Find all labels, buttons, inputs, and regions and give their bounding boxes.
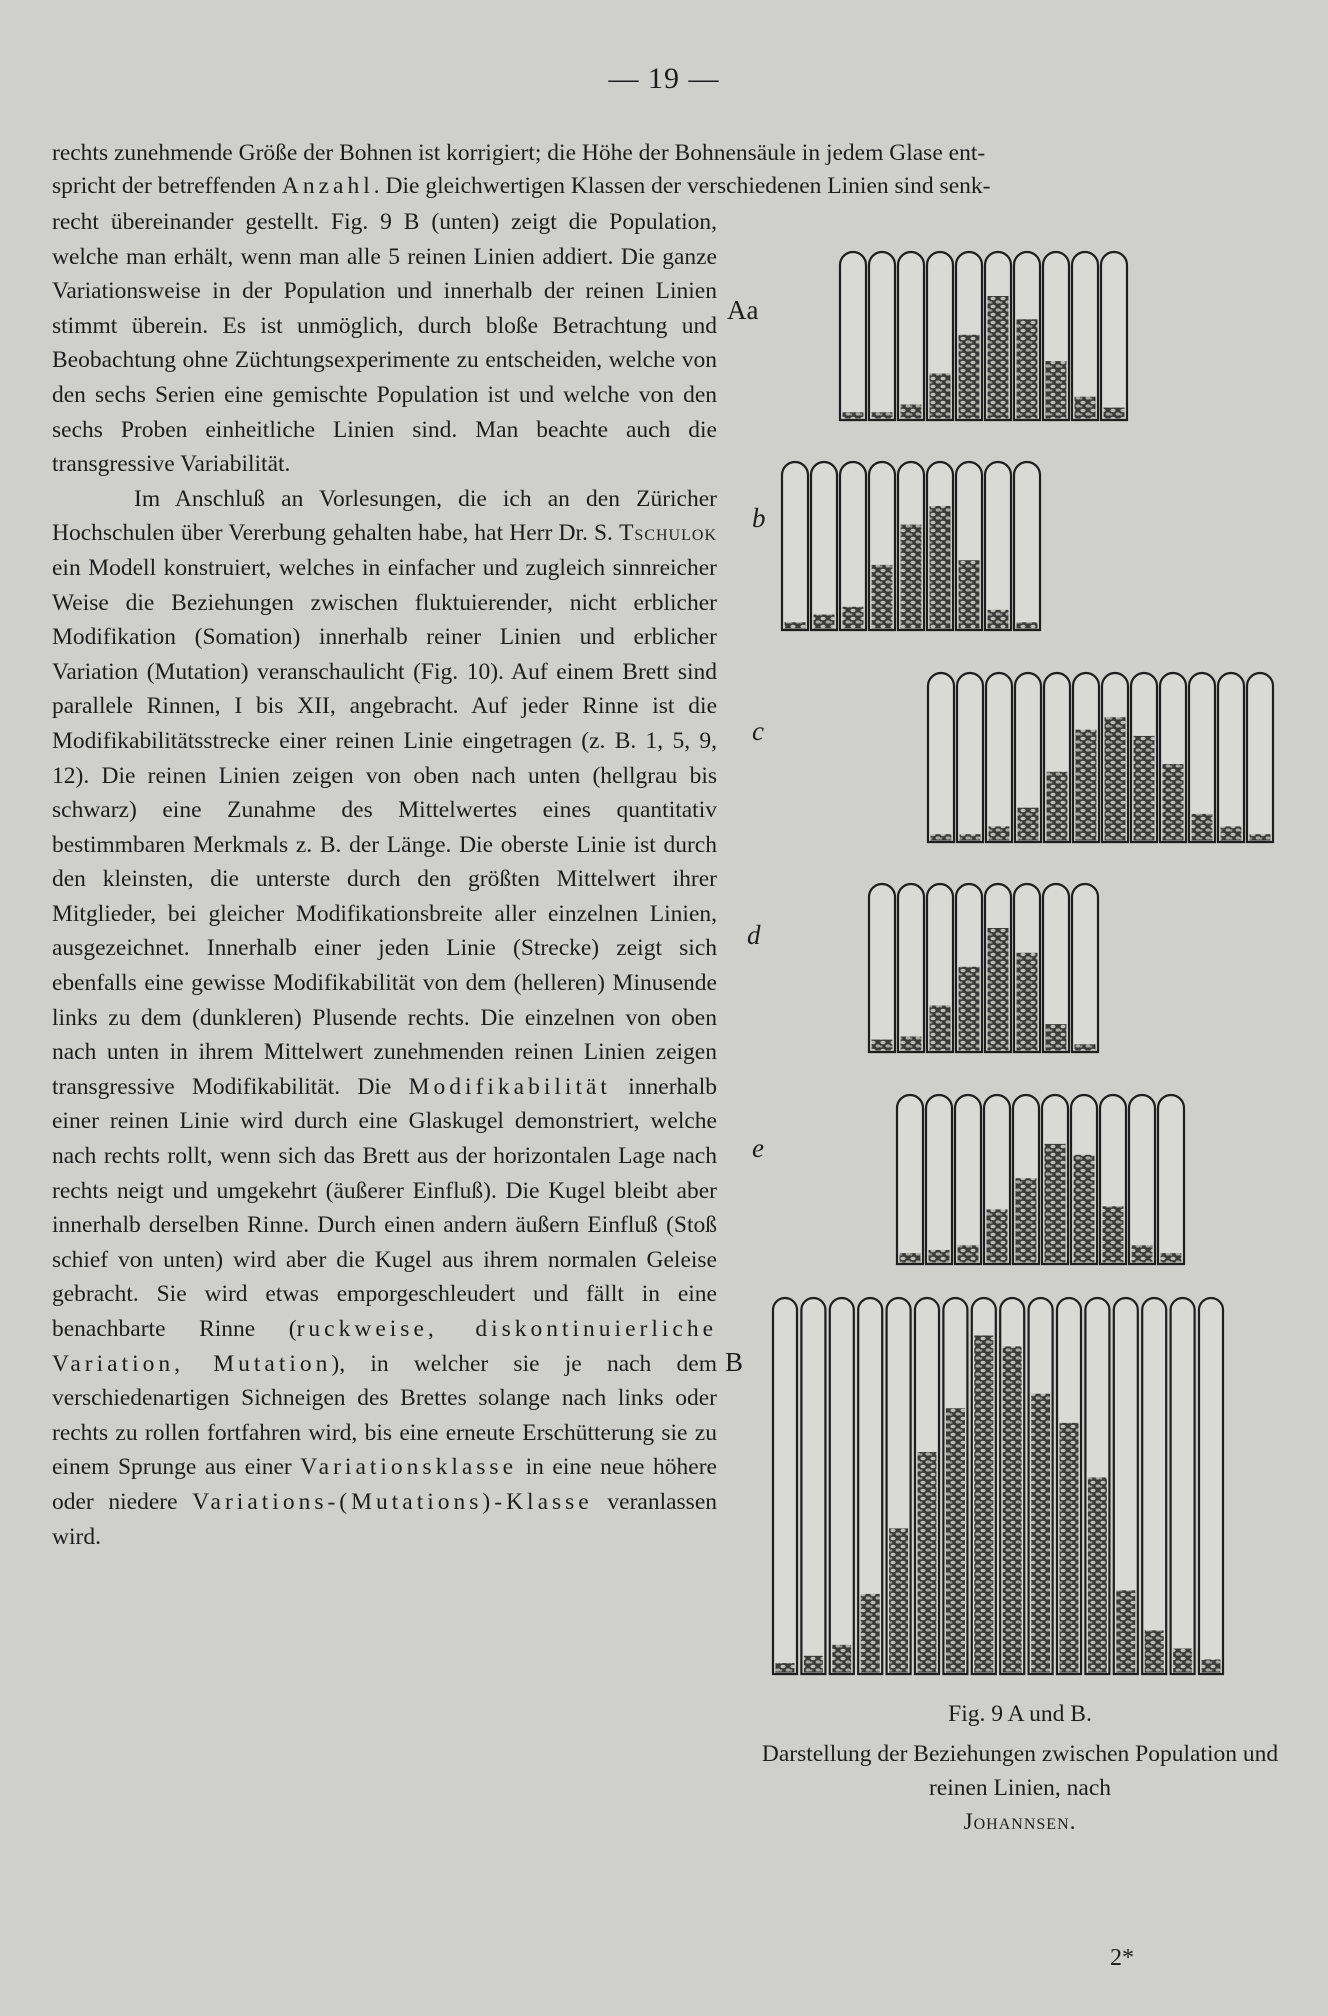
text-fragment: Im Anschluß an Vorlesungen, die ich an den Züricher Hochschulen über Vererbung gehalten habe, hat Herr Dr. S. [52, 485, 717, 547]
bean-column [901, 525, 922, 629]
text-fragment: innerhalb einer reinen Linie wird durch eine Glaskugel demonstriert, welche nach rechts rollt, wenn sich das Brett aus der horizontalen Lage nach rechts neigt und umgekehrt (äußerer Einfluß). Die Kugel bleibt aber innerhalb derselben Rinne. Durch einen andern äußern Einfluß (Stoß schief von unten) wird aber die Kugel aus ihrem normalen Geleise gebracht. Sie wird etwas emporgeschleudert und fällt in eine benachbarte Rinne ( [52, 1073, 717, 1342]
panel-label-b: b [752, 503, 766, 533]
glass-tube [898, 884, 924, 1052]
bean-column [901, 1037, 922, 1051]
tube-panel-Aa [840, 252, 1127, 420]
caption-author: Johannsen. [963, 1809, 1077, 1835]
bean-column [1017, 319, 1038, 418]
bean-column [1017, 622, 1038, 628]
bean-column [843, 607, 864, 629]
glass-tube [1199, 1298, 1223, 1674]
tube-panel-c [928, 673, 1273, 842]
bean-column [1088, 1477, 1107, 1672]
glass-tube [926, 1095, 952, 1264]
text-fragment: in eine neue höhere oder niedere [52, 1454, 717, 1515]
bean-column [1132, 1245, 1153, 1262]
bean-column [1161, 1253, 1182, 1262]
bean-column [959, 335, 980, 419]
bean-column [1047, 772, 1068, 841]
bean-column [872, 412, 893, 418]
panel-label-B: B [725, 1347, 744, 1377]
glass-tube [1129, 1095, 1155, 1264]
tube-panel-e [897, 1095, 1184, 1264]
glass-tube [840, 462, 866, 630]
glass-tube [840, 252, 866, 420]
bean-column [1018, 808, 1039, 841]
glass-tube [1014, 462, 1040, 630]
bean-column [929, 1250, 950, 1263]
bean-column [1060, 1423, 1079, 1673]
panel-label-c: c [752, 716, 764, 746]
glass-tube [897, 1095, 923, 1264]
glass-tube [869, 252, 895, 420]
text-fragment: veranlassen wird. [52, 1488, 718, 1550]
bean-column [1075, 1044, 1096, 1050]
glass-tube [957, 673, 983, 842]
bean-column [974, 1335, 993, 1672]
figure-caption-body [740, 1737, 1300, 1839]
bean-column [1173, 1649, 1192, 1673]
bean-column [1045, 1144, 1066, 1263]
glass-tube [830, 1298, 854, 1674]
glass-tube [1072, 252, 1098, 420]
bean-column [832, 1645, 851, 1673]
bean-column [900, 1253, 921, 1262]
glass-tube [801, 1298, 825, 1674]
bean-column [1104, 408, 1125, 419]
signature-mark: 2* [1110, 1945, 1134, 1971]
bean-column [930, 374, 951, 419]
glass-tube [955, 1095, 981, 1264]
bean-column [1031, 1394, 1050, 1673]
bean-column [872, 565, 893, 629]
panel-label-d: d [747, 920, 761, 950]
text-fragment: spricht der betreffenden [52, 173, 282, 199]
spaced-term: Modifikabilität [408, 1073, 611, 1100]
text-line-1: rechts zunehmende Größe der Bohnen ist korrigiert; die Höhe der Bohnensäule in jedem Glase ent- [52, 140, 986, 166]
bean-column [931, 834, 952, 840]
bean-column [1075, 397, 1096, 419]
bean-column [1074, 1155, 1095, 1263]
bean-column [1003, 1346, 1022, 1672]
glass-tube [986, 673, 1012, 842]
bean-column [901, 405, 922, 419]
glass-tube [898, 252, 924, 420]
bean-column [776, 1663, 795, 1672]
page-number: — 19 — [608, 62, 720, 95]
bean-column [960, 834, 981, 840]
spaced-term: Variations-(Mutations)-Klasse [192, 1488, 593, 1515]
panel-label-Aa: Aa [727, 295, 759, 325]
text-fragment: ), in welcher sie je nach dem verschiedenartigen Sichneigen des Brettes solange nach links oder rechts zu rollen fortfahren wird, bis eine erneute Erschütterung sie zu einem Sprunge aus einer [52, 1350, 717, 1481]
bean-column [930, 506, 951, 629]
bean-column [1116, 1590, 1135, 1672]
glass-tube [985, 462, 1011, 630]
bean-column [872, 1040, 893, 1051]
glass-tube [1158, 1095, 1184, 1264]
bean-column [1134, 736, 1155, 841]
bean-column [861, 1594, 880, 1673]
bean-column [989, 826, 1010, 840]
text-fragment: ein Modell konstruiert, welches in einfacher und zugleich sinnreicher Weise die Beziehungen zwischen fluktuierender, nicht erblicher Modifikation (Somation) innerhalb reiner Linien und erblicher Variation (Mutation) veranschaulicht (Fig. 10). Auf einem Brett sind parallele Rinnen, I bis XII, angebracht. Auf jeder Rinne ist die Modifikabilitätsstrecke einer reinen Linie eingetragen (z. B. 1, 5, 9, 12). Die reinen Linien zeigen von oben nach unten (hellgrau bis schwarz) eine Zunahme des Mittelwertes eines quantitativ bestimmbaren Merkmals z. B. der Länge. Die oberste Linie ist durch den kleinsten, die unterste durch den größten Mittelwert ihrer Mitglieder, bei gleicher Modifikationsbreite aller einzelnen Linien, ausgezeichnet. Innerhalb einer jeden Linie (Strecke) zeigt sich ebenfalls eine gewisse Modifikabilität von dem (helleren) Minusende links zu dem (dunkleren) Plusende rechts. Die einzelnen von oben nach unten in ihrem Mittelwert zunehmenden reinen Linien zeigen transgressive Modifikabilität. Die [52, 554, 717, 1100]
glass-tube [782, 462, 808, 630]
bean-column [1202, 1659, 1221, 1672]
figure-caption-title: Fig. 9 A und B. [948, 1701, 1092, 1727]
bean-column [1016, 1178, 1037, 1262]
bean-column [1076, 730, 1097, 841]
bean-column [889, 1528, 908, 1672]
panel-label-e: e [752, 1133, 764, 1163]
tube-panel-B [773, 1298, 1223, 1674]
glass-tube [869, 884, 895, 1052]
spaced-term: Anzahl [281, 173, 374, 199]
bean-column [1046, 1024, 1067, 1050]
glass-tube [773, 1298, 797, 1674]
bean-column [918, 1452, 937, 1673]
bean-column [988, 610, 1009, 629]
bean-column [1145, 1630, 1164, 1672]
bean-column [804, 1656, 823, 1673]
bean-column [1163, 764, 1184, 841]
glass-tube [1142, 1298, 1166, 1674]
glass-tube [1218, 673, 1244, 842]
bean-column [958, 1245, 979, 1262]
author-name: Tschulok [619, 520, 717, 547]
spaced-term: Variationsklasse [300, 1454, 518, 1481]
bean-column [930, 1006, 951, 1051]
spaced-term: ruckweise, diskontinuierliche Variation, Mutation [52, 1316, 718, 1377]
tube-panel-b [782, 462, 1040, 630]
bean-column [1105, 717, 1126, 840]
bean-column [946, 1408, 965, 1672]
tubes-layer [773, 252, 1273, 1674]
glass-tube [1247, 673, 1273, 842]
glass-tube [1072, 884, 1098, 1052]
text-fragment: . Die gleichwertigen Klassen der verschiedenen Linien sind senk- [373, 173, 991, 199]
bean-column [785, 622, 806, 628]
bean-column [959, 967, 980, 1051]
paragraph-1: recht übereinander gestellt. Fig. 9 B (unten) zeigt die Population, welche man erhält, wenn man alle 5 reinen Linien addiert. Die ganze Variationsweise in der Population und innerhalb der reinen Linien stimmt überein. Es ist unmöglich, durch bloße Betrachtung und Beobachtung ohne Züchtungsexperimente zu entscheiden, welche von den sechs Serien eine gemischte Population ist und welche von den sechs Proben einheitliche Linien sind. Man beachte auch die transgressive Variabilität. [52, 209, 717, 478]
glass-tube [1101, 252, 1127, 420]
bean-column [843, 412, 864, 418]
bean-column [959, 560, 980, 628]
glass-tube [1171, 1298, 1195, 1674]
bean-column [987, 1209, 1008, 1262]
bean-column [988, 928, 1009, 1051]
bean-column [988, 296, 1009, 419]
bean-column [1017, 953, 1038, 1051]
bean-column [814, 615, 835, 629]
bean-column [1103, 1206, 1124, 1262]
bean-column [1192, 814, 1213, 841]
bean-column [1221, 826, 1242, 840]
bean-column [1250, 834, 1271, 840]
bean-column [1046, 361, 1067, 418]
caption-text: Darstellung der Beziehungen zwischen Population und reinen Linien, nach [761, 1741, 1279, 1801]
glass-tube [811, 462, 837, 630]
glass-tube [928, 673, 954, 842]
tube-panel-d [869, 884, 1098, 1052]
